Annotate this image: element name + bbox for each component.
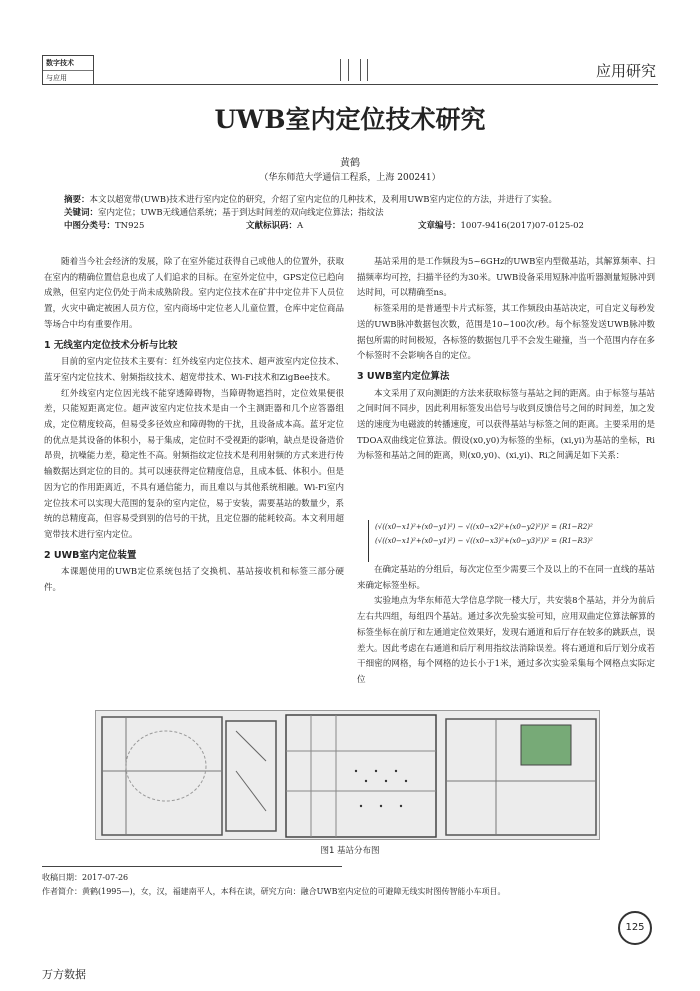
equation-system: [368, 520, 638, 562]
left-column: [44, 255, 344, 597]
paragraph: 随着当今社会经济的发展，除了在室外能过获得自己或他人的位置外，获取在室内的精确位置信息也成了人们追求的目标。在室外定位中，GPS定位已趋向成熟，但室内定位仍处于尚未成熟阶段。室内定位技术在矿井中定位井下人员位置，火灾中确定被困人员方位，室内商场中定位老人儿童位置，仓库中定位商品等场合中均有重要作用。: [44, 257, 344, 330]
abstract: [64, 194, 644, 206]
figure-caption: 图1 基站分布图: [320, 846, 380, 856]
paragraph: 实验地点为华东师范大学信息学院一楼大厅，共安装8个基站，并分为前后左右共四组，每组四个基站。通过多次先验实验可知，应用双曲定位算法解算的标签坐标在前厅和左通道定位效果好，发现右通道和后厅存在较多的跳跃点，误差大。因此考虑在右通道和后厅利用指纹法消除误差。将右通道和后厅划分成若干细密的网格，每个网格的边长小于1米，通过多次实验采集每个网格点实际定位: [357, 596, 655, 685]
logo-line1: 数字技术: [46, 58, 74, 67]
section-tag: 应用研究: [595, 62, 656, 80]
received-date: 收稿日期：2017-07-26: [42, 873, 129, 882]
paragraph: 在确定基站的分组后，每次定位至少需要三个及以上的不在同一直线的基站来确定标签坐标。: [357, 565, 655, 591]
abstract-text: 本文以超宽带(UWB)技术进行室内定位的研究，介绍了室内定位的几种技术，及利用UWB室内定位的方法，并进行了实验。: [89, 195, 557, 205]
affiliation: （华东师范大学通信工程系，上海 200241）: [259, 173, 441, 183]
keywords-label: 关键词：: [64, 208, 99, 218]
paragraph: 基站采用的是工作频段为5~6GHz的UWB室内型微基站，其解算频率、扫描频率均可控，扫描半径约为30米。UWB设备采用短脉冲监听器测量短脉冲到达时间，可以精确至ns。: [357, 257, 655, 299]
doccode-label: 文献标识码：: [246, 221, 298, 231]
article-value: 1007-9416(2017)07-0125-02: [460, 221, 584, 231]
footnote-rule: [42, 866, 342, 867]
logo-line2: 与应用: [46, 74, 67, 82]
journal-logo: [42, 55, 94, 85]
paragraph: 本文采用了双向测距的方法来获取标签与基站之间的距离。由于标签与基站之间时间不同步，因此利用标签发出信号与收到反馈信号之间的时间差，加之发送的速度为电磁波的转播速度，可以获得基站与标签之间的距离。主要采用的是TDOA双曲线定位算法。假设(x0,y0)为标签的坐标，(xi,yi)为基站的坐标，Ri为标签和基站之间的距离，则(x0,y0)、(xi,yi)、Ri之间满足如下关系：: [357, 388, 655, 462]
equation-1: (√((x0−x1)²+(x0−y1)²) − √((x0−x2)²+(x0−y2)²))² = (R1−R2)²: [375, 523, 593, 531]
watermark: 万方数据: [42, 968, 86, 981]
author: 黄鹤: [340, 158, 360, 169]
paragraph: 本课题使用的UWB定位系统包括了交换机、基站接收机和标签三部分硬件。: [44, 567, 344, 594]
paragraph: 标签采用的是普通型卡片式标签，其工作频段由基站决定，可自定义每秒发送的UWB脉冲数据包次数，范围是10~100次/秒。每个标签发送UWB脉冲数据包所需的时间极短，各标签的数据包几乎不会发生碰撞，当一个范围内存在多个标签时不会影响各自的定位。: [357, 304, 655, 362]
abstract-label: 摘要：: [64, 195, 90, 205]
page-number: 125: [618, 911, 652, 945]
header-rule: [42, 84, 658, 85]
section-heading: 2 UWB室内定位装置: [44, 549, 137, 561]
right-column-bottom: [357, 563, 655, 689]
header-bars: [340, 59, 368, 81]
figure-floorplan: [95, 710, 600, 840]
clc-value: TN925: [115, 221, 145, 231]
section-heading: 3 UWB室内定位算法: [357, 370, 450, 382]
keywords: [64, 207, 644, 219]
section-heading: 1 无线室内定位技术分析与比较: [44, 339, 178, 351]
clc-label: 中图分类号：: [64, 221, 116, 231]
doccode-value: A: [297, 221, 304, 231]
equation-2: (√((x0−x1)²+(x0−y1)²) − √((x0−x3)²+(x0−y3)²))² = (R1−R3)²: [375, 537, 593, 545]
author-bio: 作者简介：黄鹤(1995—)，女，汉，福建南平人，本科在读，研究方向：融合UWB室内定位的可避障无线实时图传智能小车项目。: [42, 887, 506, 896]
keywords-text: 室内定位；UWB无线通信系统；基于到达时间差的双向线定位算法；指纹法: [98, 208, 384, 218]
paper-title: UWB室内定位技术研究: [214, 105, 486, 134]
floorplan-drawing: [96, 711, 600, 840]
paragraph: 目前的室内定位技术主要有：红外线室内定位技术、超声波室内定位技术、蓝牙室内定位技术、射频指纹技术、超宽带技术、Wi-Fi技术和ZigBee技术。: [44, 357, 344, 383]
paragraph: 红外线室内定位因光线不能穿透障碍物，当障碍物遮挡时，定位效果便很差，只能短距离定位。超声波室内定位技术是由一个主测距器和几个应答器组成，定位精度较高，但易受多径效应和障碍物的干扰，且设备成本高。蓝牙定位的优点是其设备的体积小，易于集成，定位时不受视距的影响，缺点是设备造价昂贵，抗噪能力差，稳定性不高。射频指纹定位技术是利用射频的方式来进行传输数据达到定位的目的。其可以速获得定位精度信息，且成本低、体积小。但是因为它的作用距离近，不具有通信能力，而且难以与其他系统相融。Wi-Fi室内定位技术可以实现大范围的复杂的室内定位，易于安装，需要基站的数量少，系统的总精度高，但容易受到别的信号的干扰，且定位器的能耗较高。本文利用超宽带技术进行室内定位。: [44, 388, 344, 540]
article-label: 文章编号：: [418, 221, 461, 231]
right-column-top: [357, 255, 655, 465]
